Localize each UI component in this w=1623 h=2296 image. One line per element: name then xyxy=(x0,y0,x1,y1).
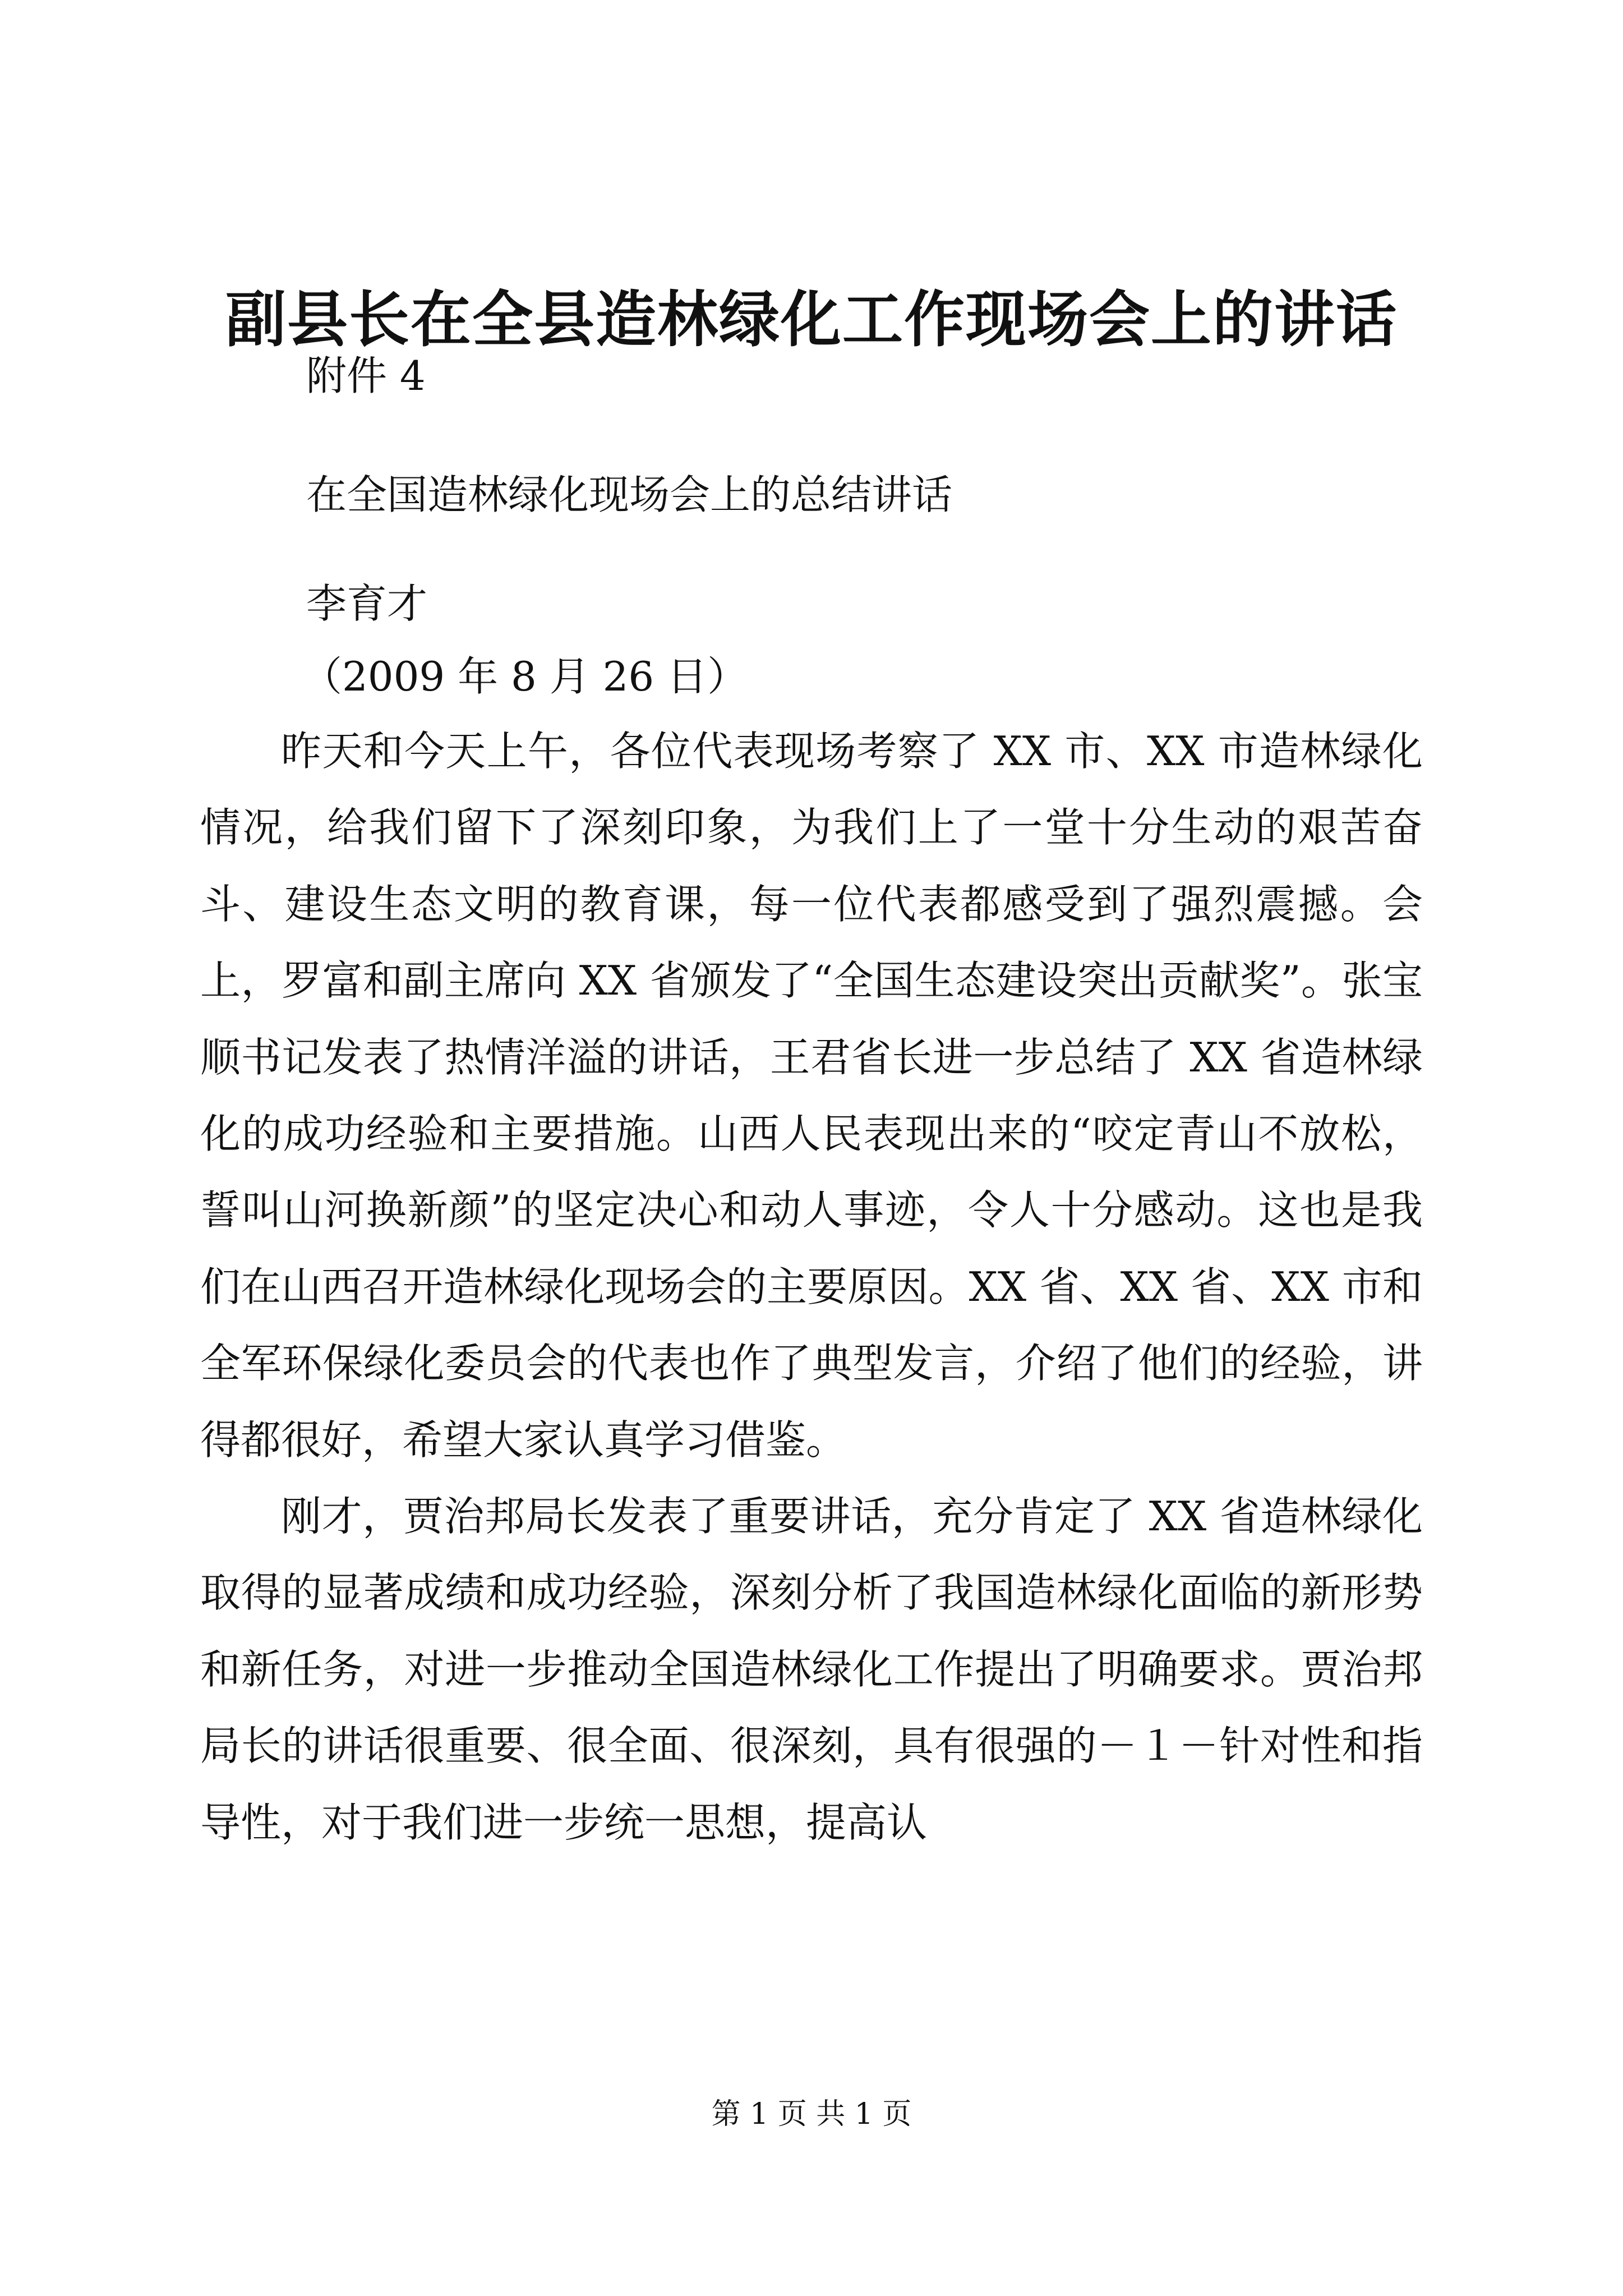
page-title: 副县长在全县造林绿化工作现场会上的讲话 xyxy=(225,284,1398,355)
paragraph: 昨天和今天上午，各位代表现场考察了 XX 市、XX 市造林绿化情况，给我们留下了深刻印象，为我们上了一堂十分生动的艰苦奋斗、建设生态文明的教育课，每一位代表都感受到了强烈震撼。会上，罗富和副主席向 XX 省颁发了“全国生态建设突出贡献奖”。张宝顺书记发表了热情洋溢的讲话，王君省长进一步总结了 XX 省造林绿化的成功经验和主要措施。山西人民表现出来的“咬定青山不放松，誓叫山河换新颜”的坚定决心和动人事迹，令人十分感动。这也是我们在山西召开造林绿化现场会的主要原因。XX 省、XX 省、XX 市和全军环保绿化委员会的代表也作了典型发言，介绍了他们的经验，讲得都很好，希望大家认真学习借鉴。 xyxy=(200,728,1423,1464)
page-footer: 第 1 页 共 1 页 xyxy=(711,2097,912,2131)
speech-date: （2009 年 8 月 26 日） xyxy=(302,653,748,700)
paragraph: 刚才，贾治邦局长发表了重要讲话，充分肯定了 XX 省造林绿化取得的显著成绩和成功经验，深刻分析了我国造林绿化面临的新形势和新任务，对进一步推动全国造林绿化工作提出了明确要求。贾治邦局长的讲话很重要、很全面、很深刻，具有很强的－１－针对性和指导性，对于我们进一步统一思想，提高认 xyxy=(200,1493,1423,1846)
body-text xyxy=(200,713,1423,1861)
speech-title: 在全国造林绿化现场会上的总结讲话 xyxy=(306,471,953,518)
attachment-label: 附件 4 xyxy=(306,352,426,399)
speaker-name: 李育才 xyxy=(306,580,428,627)
